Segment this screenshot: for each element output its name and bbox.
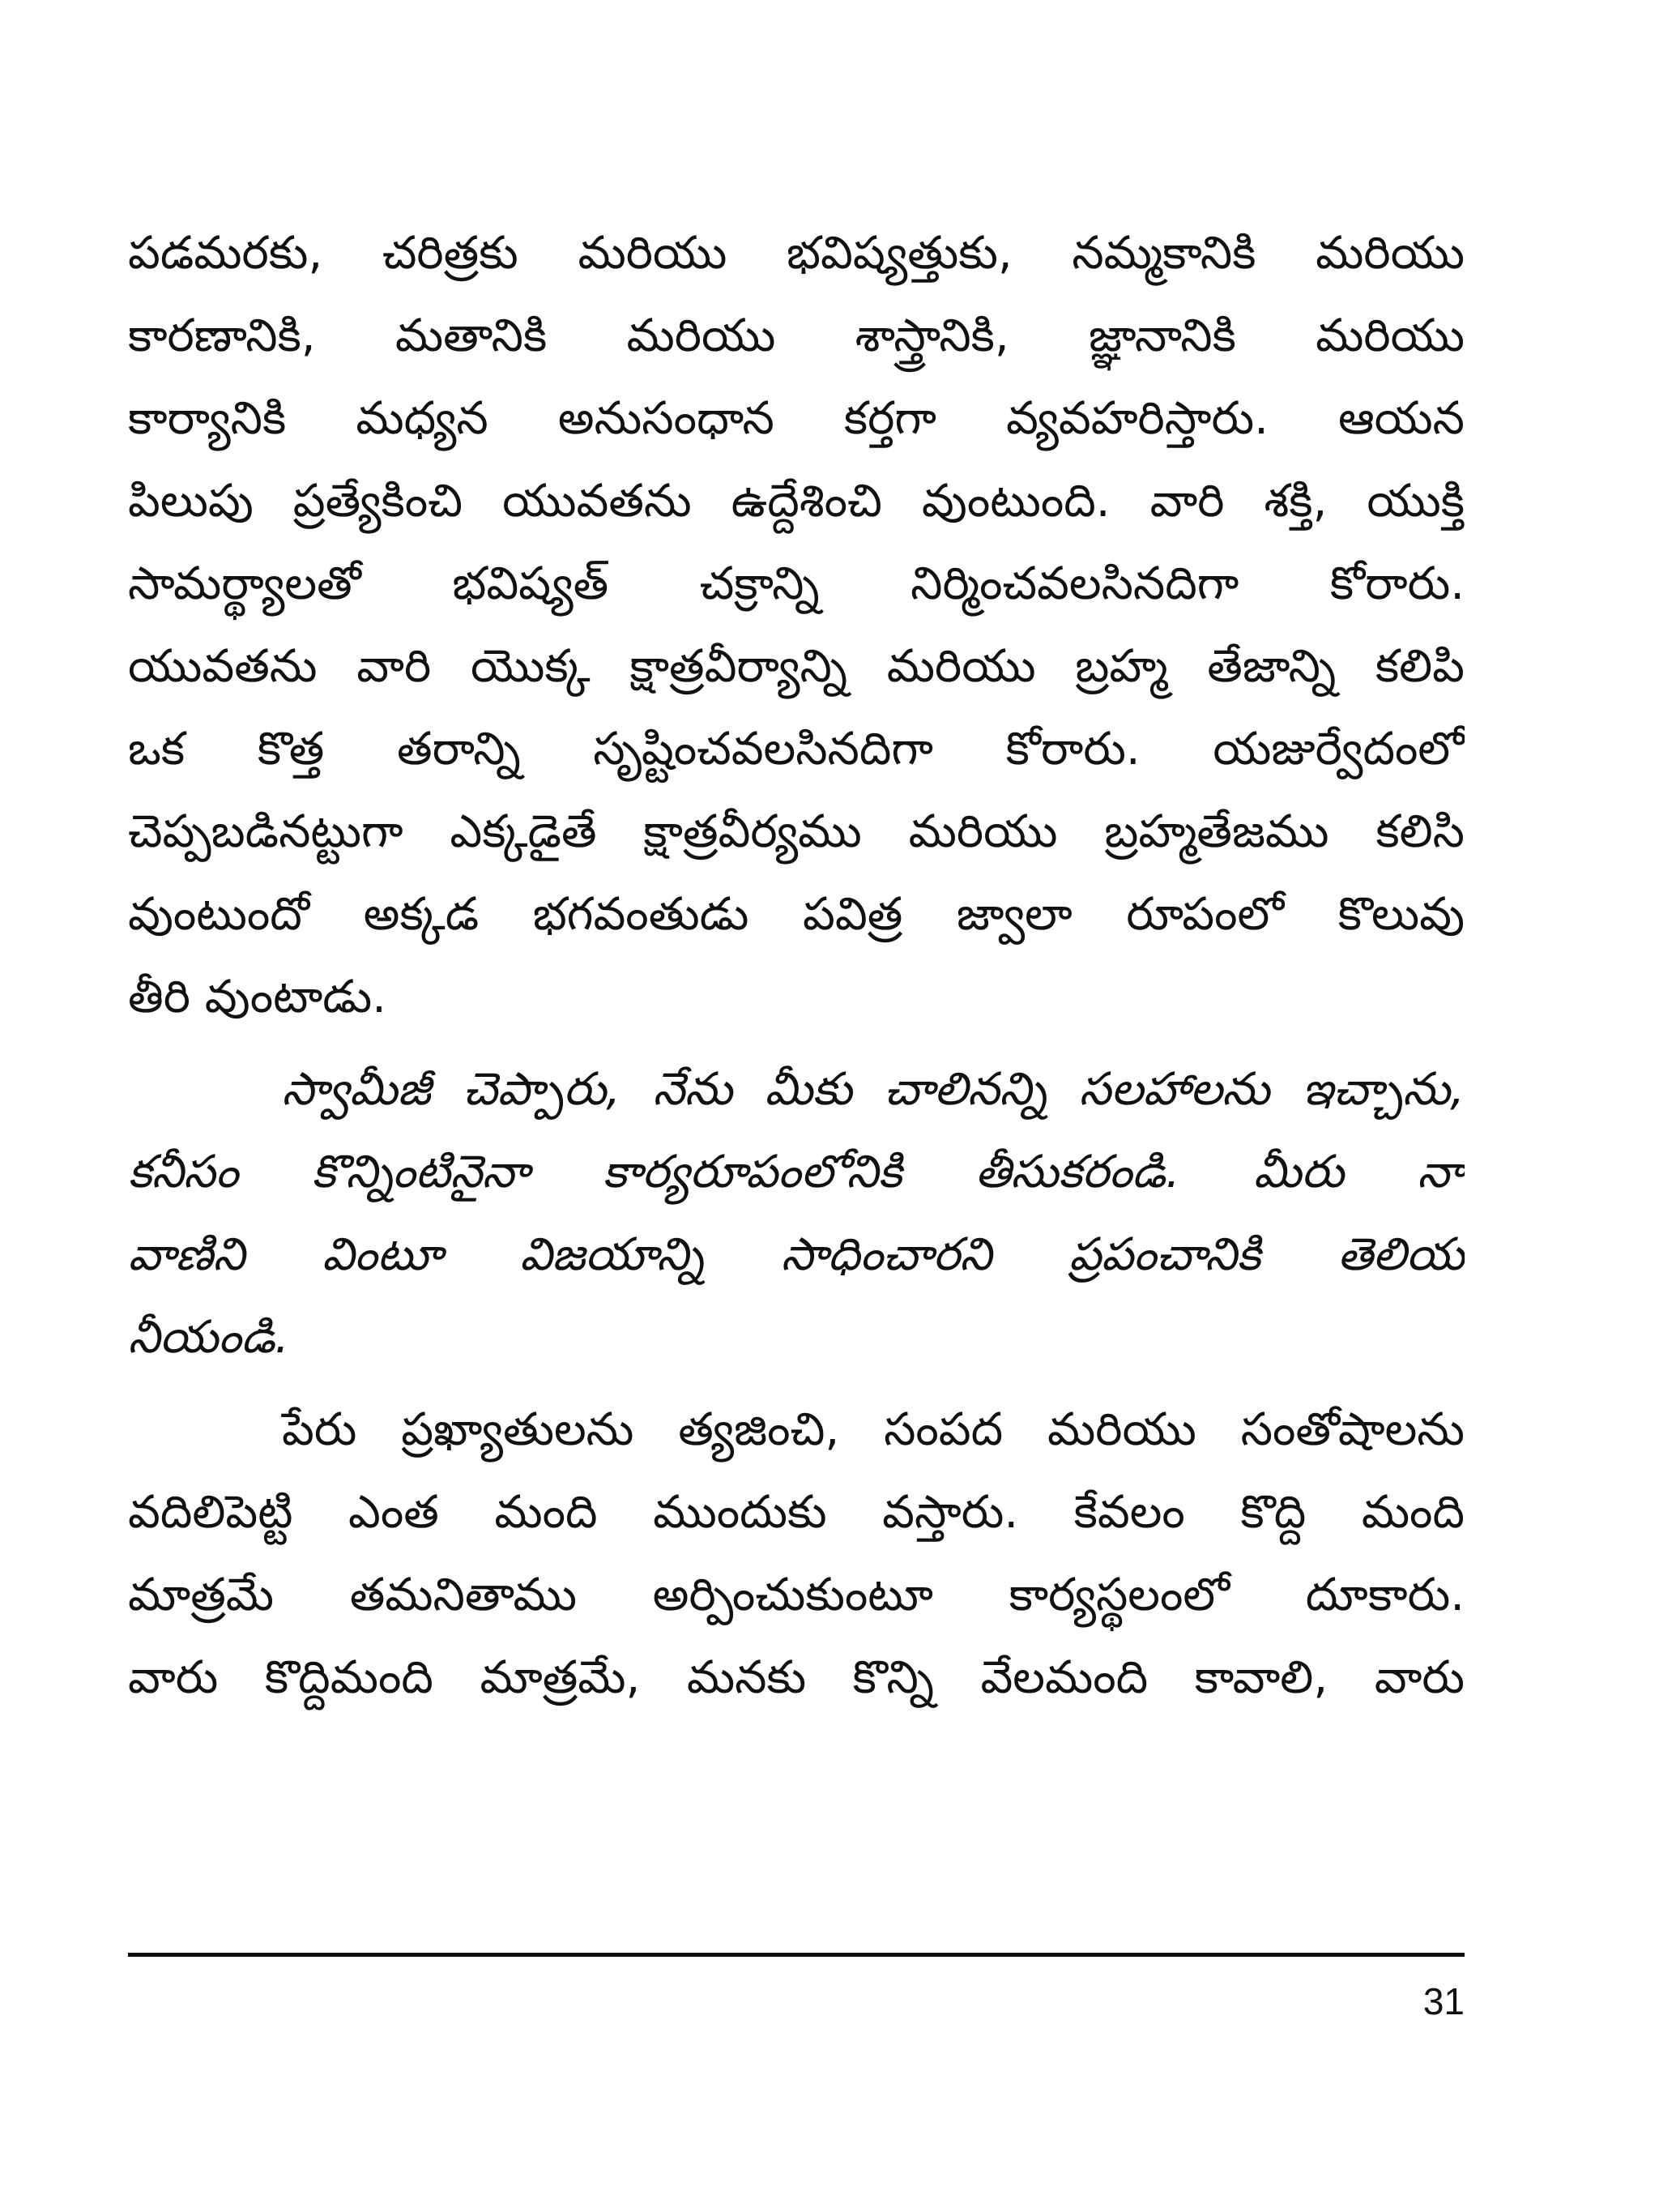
paragraph-3 — [128, 1389, 1465, 1719]
text-line: పడమరకు, చరిత్రకు మరియు భవిష్యత్తుకు, నమ్మకానికి మరియు — [128, 227, 1465, 280]
text-line: కార్యానికి మధ్యన అనుసంధాన కర్తగా వ్యవహరిస్తారు. ఆయన — [128, 392, 1465, 445]
text-line: వారు కొద్దిమంది మాత్రమే, మనకు కొన్ని వేలమంది కావాలి, వారు — [128, 1651, 1465, 1704]
text-line: మాత్రమే తమనితాము అర్పించుకుంటూ కార్యస్థలంలో దూకారు. — [128, 1569, 1465, 1621]
text-line: వాణిని వింటూ విజయాన్ని సాధించారని ప్రపంచానికి తెలియ — [128, 1228, 1465, 1281]
text-line: ఒక కొత్త తరాన్ని సృష్టించవలసినదిగా కోరారు. యజుర్వేదంలో — [128, 723, 1465, 775]
text-line: వుంటుందో అక్కడ భగవంతుడు పవిత్ర జ్వాలా రూపంలో కొలువు — [128, 888, 1465, 941]
page-number: 31 — [1422, 1980, 1465, 2022]
text-line: తీరి వుంటాడు. — [128, 971, 386, 1023]
text-line: పేరు ప్రఖ్యాతులను త్యజించి, సంపద మరియు సంతోషాలను — [282, 1403, 1465, 1456]
text-line: వదిలిపెట్టి ఎంత మంది ముందుకు వస్తారు. కేవలం కొద్ది మంది — [128, 1486, 1465, 1539]
text-line: స్వామీజీ చెప్పారు, నేను మీకు చాలినన్ని సలహాలను ఇచ్చాను, — [282, 1063, 1465, 1116]
text-line: కనీసం కొన్నింటినైనా కార్యరూపంలోనికి తీసుకరండి. మీరు నా — [128, 1146, 1465, 1198]
text-line: సామర్థ్యాలతో భవిష్యత్ చక్రాన్ని నిర్మించవలసినదిగా కోరారు. — [128, 557, 1465, 610]
paragraph-2-quote — [128, 1048, 1465, 1379]
footer-divider — [128, 1953, 1465, 1957]
text-line: యువతను వారి యొక్క క్షాత్రవీర్యాన్ని మరియు బ్రహ్మ తేజాన్ని కలిపి — [128, 640, 1465, 693]
body-text — [128, 212, 1465, 1719]
text-line: కారణానికి, మతానికి మరియు శాస్త్రానికి, జ్ఞానానికి మరియు — [128, 310, 1465, 362]
paragraph-1 — [128, 212, 1465, 1039]
text-line: నీయండి. — [128, 1311, 289, 1364]
text-line: పిలుపు ప్రత్యేకించి యువతను ఉద్దేశించి వుంటుంది. వారి శక్తి, యుక్తి — [128, 475, 1465, 527]
text-line: చెప్పబడినట్టుగా ఎక్కడైతే క్షాత్రవీర్యము మరియు బ్రహ్మతేజము కలిసి — [128, 805, 1465, 858]
